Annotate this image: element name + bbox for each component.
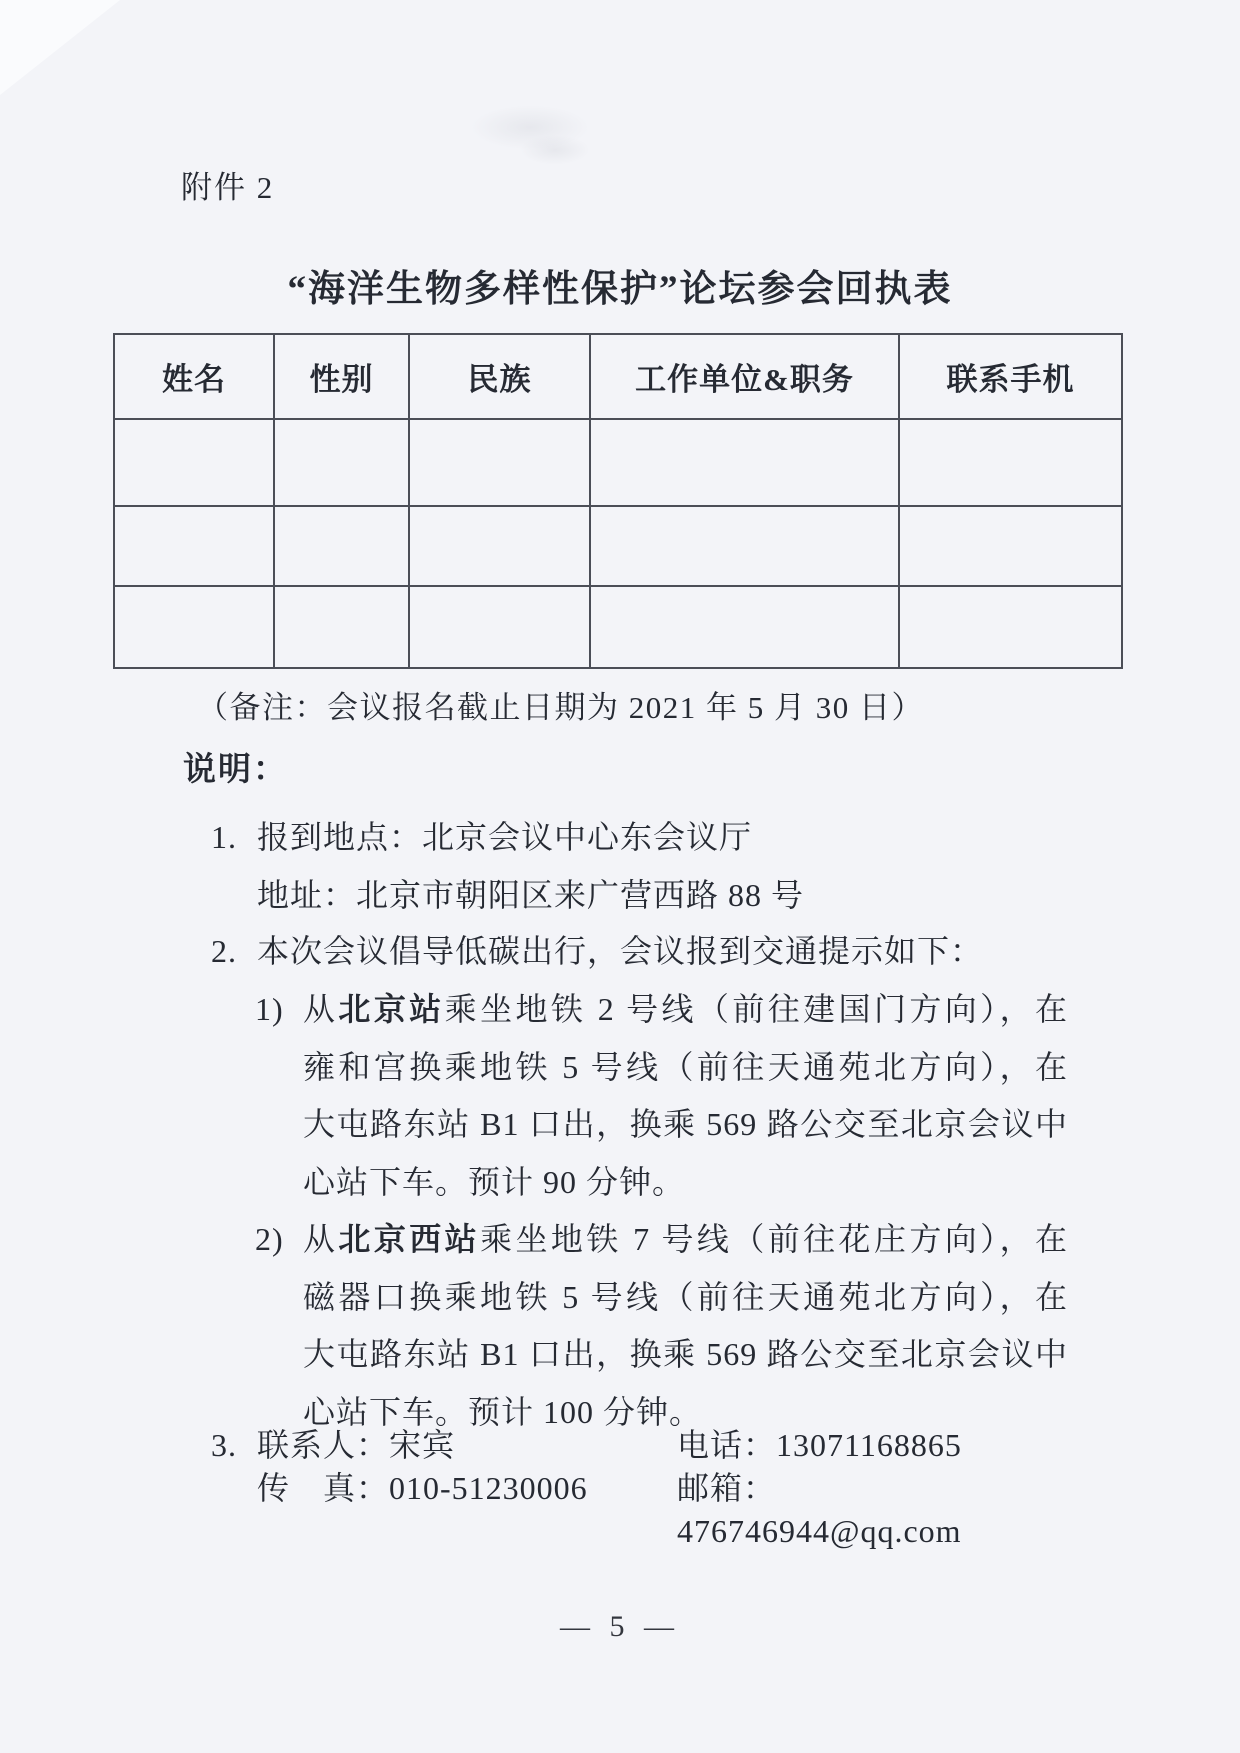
table-cell — [274, 586, 409, 668]
table-cell — [114, 419, 274, 506]
item-number: 1. — [211, 819, 237, 855]
sub-item-number: 2) — [255, 1221, 284, 1257]
contact-phone: 电话：13071168865 — [677, 1427, 962, 1463]
table-header-ethnicity: 民族 — [409, 334, 590, 419]
route-2-line-3: 大屯路东站 B1 口出，换乘 569 路公交至北京会议中 — [303, 1336, 1068, 1372]
scan-corner-artifact — [0, 0, 120, 95]
contact-row-2 — [257, 1467, 1037, 1549]
table-cell — [274, 419, 409, 506]
route-text: 从 — [303, 1221, 339, 1257]
reply-form-table — [113, 333, 1123, 669]
instruction-item-2-intro — [211, 923, 1067, 981]
section-heading: 说明： — [183, 752, 288, 788]
contact-email: 邮箱：476746944@qq.com — [677, 1470, 962, 1549]
checkin-address-line: 地址：北京市朝阳区来广营西路 88 号 — [257, 876, 805, 913]
table-cell — [899, 506, 1122, 586]
table-cell — [899, 419, 1122, 506]
table-cell — [409, 586, 590, 668]
route-text: 从 — [303, 991, 339, 1027]
deadline-note: （备注：会议报名截止日期为 2021 年 5 月 30 日） — [197, 690, 924, 725]
table-header-mobile: 联系手机 — [899, 334, 1122, 419]
station-name-bold: 北京站 — [338, 991, 445, 1027]
station-name-bold: 北京西站 — [338, 1221, 481, 1257]
transit-route-1 — [255, 981, 1068, 1211]
table-cell — [590, 506, 899, 586]
table-cell — [114, 586, 274, 668]
table-header-gender: 性别 — [274, 334, 409, 419]
route-text: 乘坐地铁 7 号线（前往花庄方向），在 — [480, 1221, 1068, 1257]
contact-row-1 — [257, 1424, 1037, 1467]
instruction-item-1 — [211, 809, 1067, 924]
attachment-label: 附件 2 — [181, 170, 275, 205]
table-cell — [409, 419, 590, 506]
checkin-location-line: 报到地点：北京会议中心东会议厅 — [257, 819, 753, 855]
table-cell — [114, 506, 274, 586]
scan-smudge — [520, 135, 590, 165]
contact-person: 联系人：宋宾 — [257, 1427, 456, 1463]
route-1-line-3: 大屯路东站 B1 口出，换乘 569 路公交至北京会议中 — [303, 1106, 1068, 1142]
table-header-name: 姓名 — [114, 334, 274, 419]
table-row — [114, 586, 1122, 668]
route-text: 乘坐地铁 2 号线（前往建国门方向），在 — [444, 991, 1068, 1027]
item-number: 3. — [211, 1427, 237, 1463]
table-header-row — [114, 334, 1122, 419]
table-row — [114, 419, 1122, 506]
transit-route-2 — [255, 1211, 1068, 1441]
table-header-workunit: 工作单位&职务 — [590, 334, 899, 419]
table-cell — [274, 506, 409, 586]
table-cell — [409, 506, 590, 586]
route-2-line-2: 磁器口换乘地铁 5 号线（前往天通苑北方向），在 — [303, 1278, 1068, 1315]
page-number: — 5 — — [560, 1610, 680, 1643]
contact-fax: 传 真：010-51230006 — [257, 1470, 588, 1506]
transit-intro-line: 本次会议倡导低碳出行，会议报到交通提示如下： — [257, 933, 984, 969]
route-1-line-4: 心站下车。预计 90 分钟。 — [303, 1163, 686, 1200]
table-cell — [899, 586, 1122, 668]
route-1-line-1 — [303, 981, 1068, 1039]
route-1-line-2: 雍和宫换乘地铁 5 号线（前往天通苑北方向），在 — [303, 1048, 1068, 1085]
table-cell — [590, 419, 899, 506]
instruction-item-3 — [211, 1424, 1037, 1549]
document-title: “海洋生物多样性保护”论坛参会回执表 — [287, 269, 953, 310]
sub-item-number: 1) — [255, 991, 284, 1027]
table-row — [114, 506, 1122, 586]
item-number: 2. — [211, 933, 237, 969]
route-2-line-4: 心站下车。预计 100 分钟。 — [303, 1393, 703, 1430]
table-cell — [590, 586, 899, 668]
route-2-line-1 — [303, 1211, 1068, 1269]
